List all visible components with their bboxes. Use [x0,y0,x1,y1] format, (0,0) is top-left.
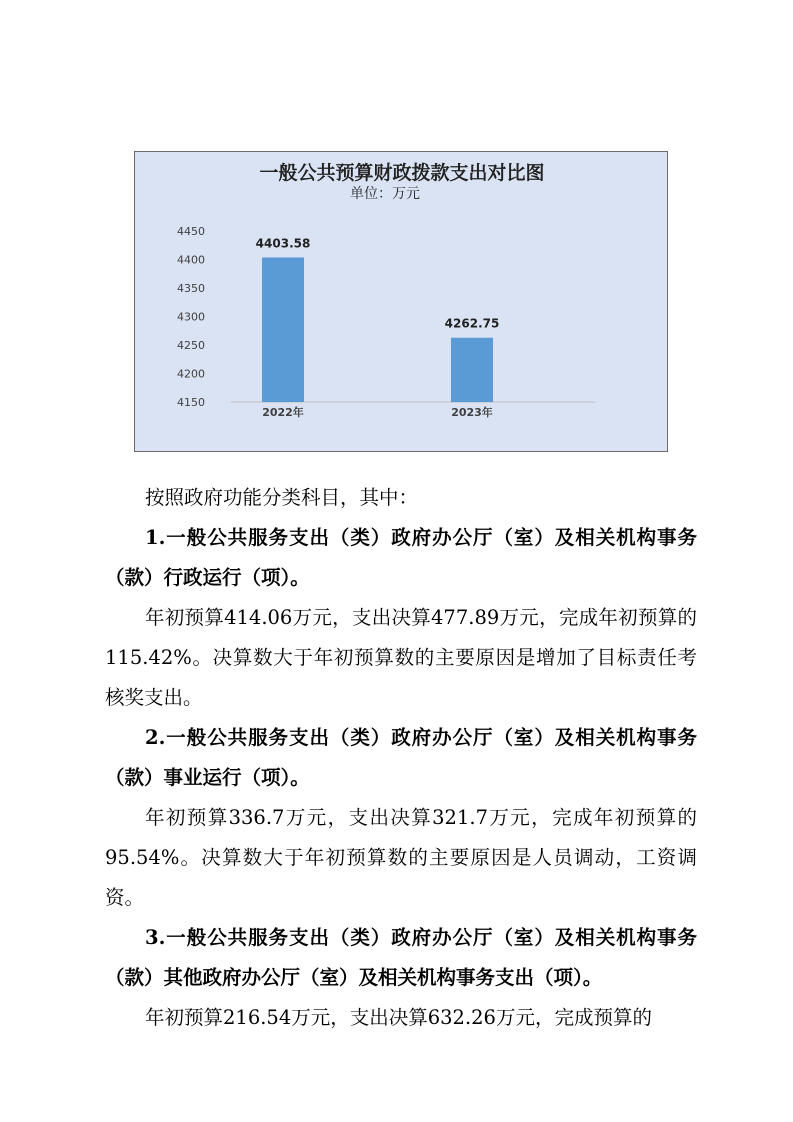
chart-subtitle: 单位：万元 [350,186,420,202]
item-3-text: 年初预算216.54万元，支出决算632.26万元，完成预算的 [145,1006,652,1029]
y-tick-label: 4400 [177,253,205,267]
intro-paragraph: 按照政府功能分类科目，其中： [145,486,419,509]
chart-title: 一般公共预算财政拨款支出对比图 [259,162,545,184]
bar-2 [451,338,493,402]
y-tick-label: 4150 [177,396,205,409]
item-2-heading: 2.一般公共服务支出（类）政府办公厅（室）及相关机构事务（款）事业运行（项）。 [105,726,697,789]
item-3-heading: 3.一般公共服务支出（类）政府办公厅（室）及相关机构事务（款）其他政府办公厅（室）及相关机构事务支出（项）。 [105,926,697,989]
y-tick-label: 4250 [177,339,205,352]
bar-1 [262,257,304,402]
y-tick-label: 4450 [177,225,205,238]
item-1-text: 年初预算414.06万元，支出决算477.89万元，完成年初预算的115.42%。决算数大于年初预算数的主要原因是增加了目标责任考核奖支出。 [105,606,697,709]
x-tick-label: 2023年 [451,406,493,419]
y-tick-label: 4300 [177,310,205,324]
y-tick-label: 4350 [177,282,205,295]
chart-canvas [135,152,669,453]
document-body [105,478,697,1038]
x-tick-label: 2022年 [262,406,304,419]
y-tick-label: 4200 [177,367,205,381]
bar-chart [134,151,668,452]
bar-data-label: 4403.58 [255,236,311,251]
item-2-text: 年初预算336.7万元，支出决算321.7万元，完成年初预算的95.54%。决算数大于年初预算数的主要原因是人员调动，工资调资。 [105,806,697,909]
item-1-heading: 1.一般公共服务支出（类）政府办公厅（室）及相关机构事务（款）行政运行（项）。 [105,526,697,589]
bar-data-label: 4262.75 [444,316,500,331]
